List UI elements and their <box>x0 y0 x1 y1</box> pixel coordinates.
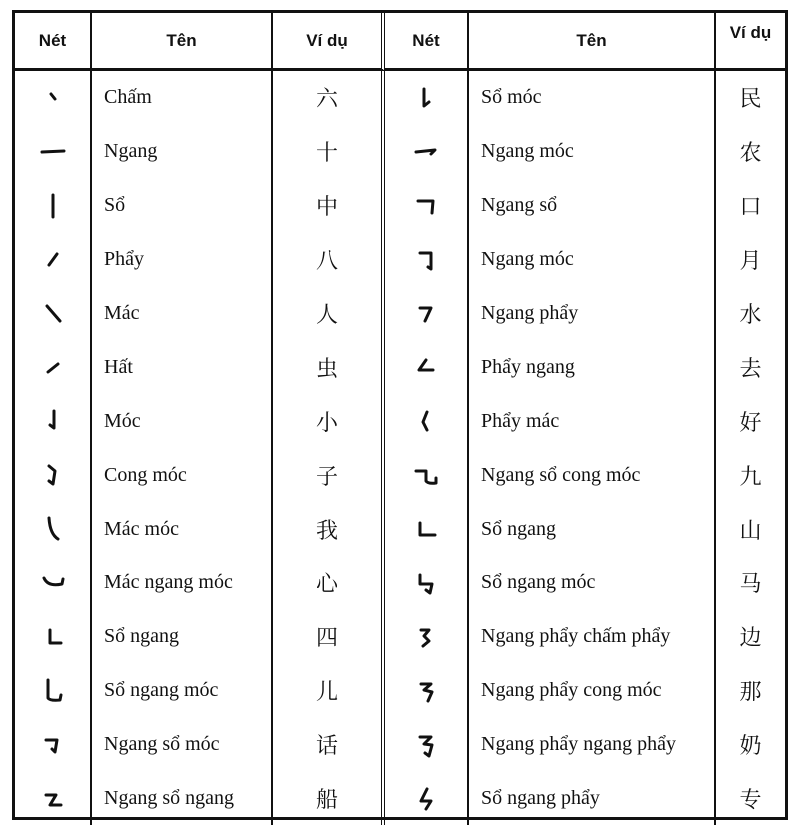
example-character: 人 <box>273 287 385 341</box>
phay-mac-stroke-icon <box>411 406 441 436</box>
ngang-phay-cong-moc-stroke-icon <box>411 676 441 706</box>
so-ngang-2-stroke-icon <box>411 514 441 544</box>
stroke-name: Sổ ngang <box>469 502 716 556</box>
stroke-name: Ngang sổ cong móc <box>469 448 716 502</box>
header-net-2: Nét <box>385 13 469 71</box>
stroke-cell <box>385 233 469 287</box>
stroke-name: Mác <box>92 287 273 341</box>
example-character: 儿 <box>273 664 385 718</box>
header-ten-2: Tên <box>469 13 716 71</box>
example-character: 四 <box>273 610 385 664</box>
cham-stroke-icon <box>38 83 68 113</box>
stroke-name: Sổ ngang <box>92 610 273 664</box>
cong-moc-stroke-icon <box>38 460 68 490</box>
stroke-cell <box>15 340 92 394</box>
stroke-name: Ngang móc <box>469 125 716 179</box>
example-character: 山 <box>739 518 762 544</box>
example-character: 口 <box>739 195 762 221</box>
stroke-cell <box>15 448 92 502</box>
example-character: 边 <box>739 626 762 652</box>
stroke-name: Ngang móc <box>469 233 716 287</box>
stroke-name: Mác ngang móc <box>92 556 273 610</box>
mac-stroke-icon <box>38 299 68 329</box>
header-vidu: Ví dụ <box>273 13 385 71</box>
stroke-name: Ngang sổ móc <box>92 718 273 772</box>
stroke-cell <box>385 664 469 718</box>
stroke-cell <box>15 287 92 341</box>
stroke-name: Ngang phẩy ngang phẩy <box>469 718 716 772</box>
so-ngang-stroke-icon <box>38 622 68 652</box>
example-character: 农 <box>739 141 762 167</box>
so-stroke-icon <box>38 191 68 221</box>
stroke-cell <box>15 772 92 826</box>
stroke-cell <box>385 556 469 610</box>
stroke-name: Ngang sổ <box>469 179 716 233</box>
stroke-name: Sổ ngang móc <box>92 664 273 718</box>
ngang-so-moc-stroke-icon <box>38 730 68 760</box>
phay-ngang-stroke-icon <box>411 352 441 382</box>
ngang-phay-ngang-phay-stroke-icon <box>411 730 441 760</box>
so-ngang-moc-2-stroke-icon <box>411 568 441 598</box>
example-character: 水 <box>739 303 762 328</box>
header-ten: Tên <box>92 13 273 71</box>
ngang-stroke-icon <box>38 137 68 167</box>
stroke-name: Mác móc <box>92 502 273 556</box>
phay-stroke-icon <box>38 245 68 275</box>
mac-moc-stroke-icon <box>38 514 68 544</box>
stroke-cell <box>15 664 92 718</box>
stroke-cell <box>15 179 92 233</box>
example-character: 我 <box>273 502 385 556</box>
example-character: 马 <box>739 572 762 598</box>
stroke-name: Móc <box>92 394 273 448</box>
example-character: 十 <box>273 125 385 179</box>
stroke-name: Phẩy <box>92 233 273 287</box>
stroke-name: Chấm <box>92 71 273 125</box>
strokes-table <box>12 10 788 820</box>
example-character: 九 <box>739 464 762 490</box>
ngang-moc-vertical-stroke-icon <box>411 245 441 275</box>
stroke-cell <box>385 125 469 179</box>
example-character: 专 <box>739 788 762 814</box>
so-moc-stroke-icon <box>411 83 441 113</box>
stroke-cell <box>15 610 92 664</box>
example-character: 六 <box>273 71 385 125</box>
stroke-name: Sổ ngang phẩy <box>469 772 716 826</box>
ngang-phay-cham-phay-stroke-icon <box>411 622 441 652</box>
example-character: 话 <box>273 718 385 772</box>
stroke-cell <box>385 394 469 448</box>
stroke-name: Phẩy ngang <box>469 340 716 394</box>
example-character: 虫 <box>273 340 385 394</box>
so-ngang-moc-stroke-icon <box>38 676 68 706</box>
stroke-cell <box>385 179 469 233</box>
ngang-phay-stroke-icon <box>411 299 441 329</box>
ngang-so-ngang-stroke-icon <box>38 784 68 814</box>
example-character: 月 <box>739 249 762 275</box>
stroke-name: Sổ ngang móc <box>469 556 716 610</box>
ngang-so-cong-moc-stroke-icon <box>411 460 441 490</box>
ngang-so-stroke-icon <box>411 191 441 221</box>
stroke-cell <box>385 340 469 394</box>
stroke-name: Phẩy mác <box>469 394 716 448</box>
example-character: 去 <box>739 356 762 382</box>
stroke-cell <box>385 772 469 826</box>
stroke-name: Ngang phẩy chấm phẩy <box>469 610 716 664</box>
stroke-cell <box>15 125 92 179</box>
example-character: 好 <box>739 410 762 436</box>
stroke-cell <box>385 71 469 125</box>
stroke-name: Ngang phẩy <box>469 287 716 341</box>
stroke-cell <box>385 718 469 772</box>
stroke-name: Cong móc <box>92 448 273 502</box>
stroke-cell <box>385 610 469 664</box>
example-character: 船 <box>273 772 385 826</box>
stroke-name: Ngang sổ ngang <box>92 772 273 826</box>
example-character: 小 <box>273 394 385 448</box>
stroke-cell <box>15 71 92 125</box>
example-character: 那 <box>739 680 762 706</box>
example-character: 奶 <box>739 734 762 760</box>
example-character: 心 <box>273 556 385 610</box>
hat-stroke-icon <box>38 352 68 382</box>
stroke-cell <box>15 233 92 287</box>
stroke-name: Ngang <box>92 125 273 179</box>
example-character: 子 <box>273 448 385 502</box>
so-ngang-phay-stroke-icon <box>411 784 441 814</box>
stroke-cell <box>385 287 469 341</box>
example-character: 民 <box>739 87 762 113</box>
stroke-cell <box>15 394 92 448</box>
example-character: 中 <box>273 179 385 233</box>
ngang-moc-stroke-icon <box>411 137 441 167</box>
stroke-cell <box>15 502 92 556</box>
stroke-cell <box>385 448 469 502</box>
stroke-name: Hất <box>92 340 273 394</box>
stroke-cell <box>15 556 92 610</box>
stroke-name: Sổ <box>92 179 273 233</box>
header-net: Nét <box>15 13 92 71</box>
stroke-cell <box>385 502 469 556</box>
moc-stroke-icon <box>38 406 68 436</box>
stroke-cell <box>15 718 92 772</box>
example-character: 八 <box>273 233 385 287</box>
mac-ngang-moc-stroke-icon <box>38 568 68 598</box>
header-vidu-2: Ví dụ <box>716 13 785 71</box>
stroke-name: Sổ móc <box>469 71 716 125</box>
stroke-name: Ngang phẩy cong móc <box>469 664 716 718</box>
